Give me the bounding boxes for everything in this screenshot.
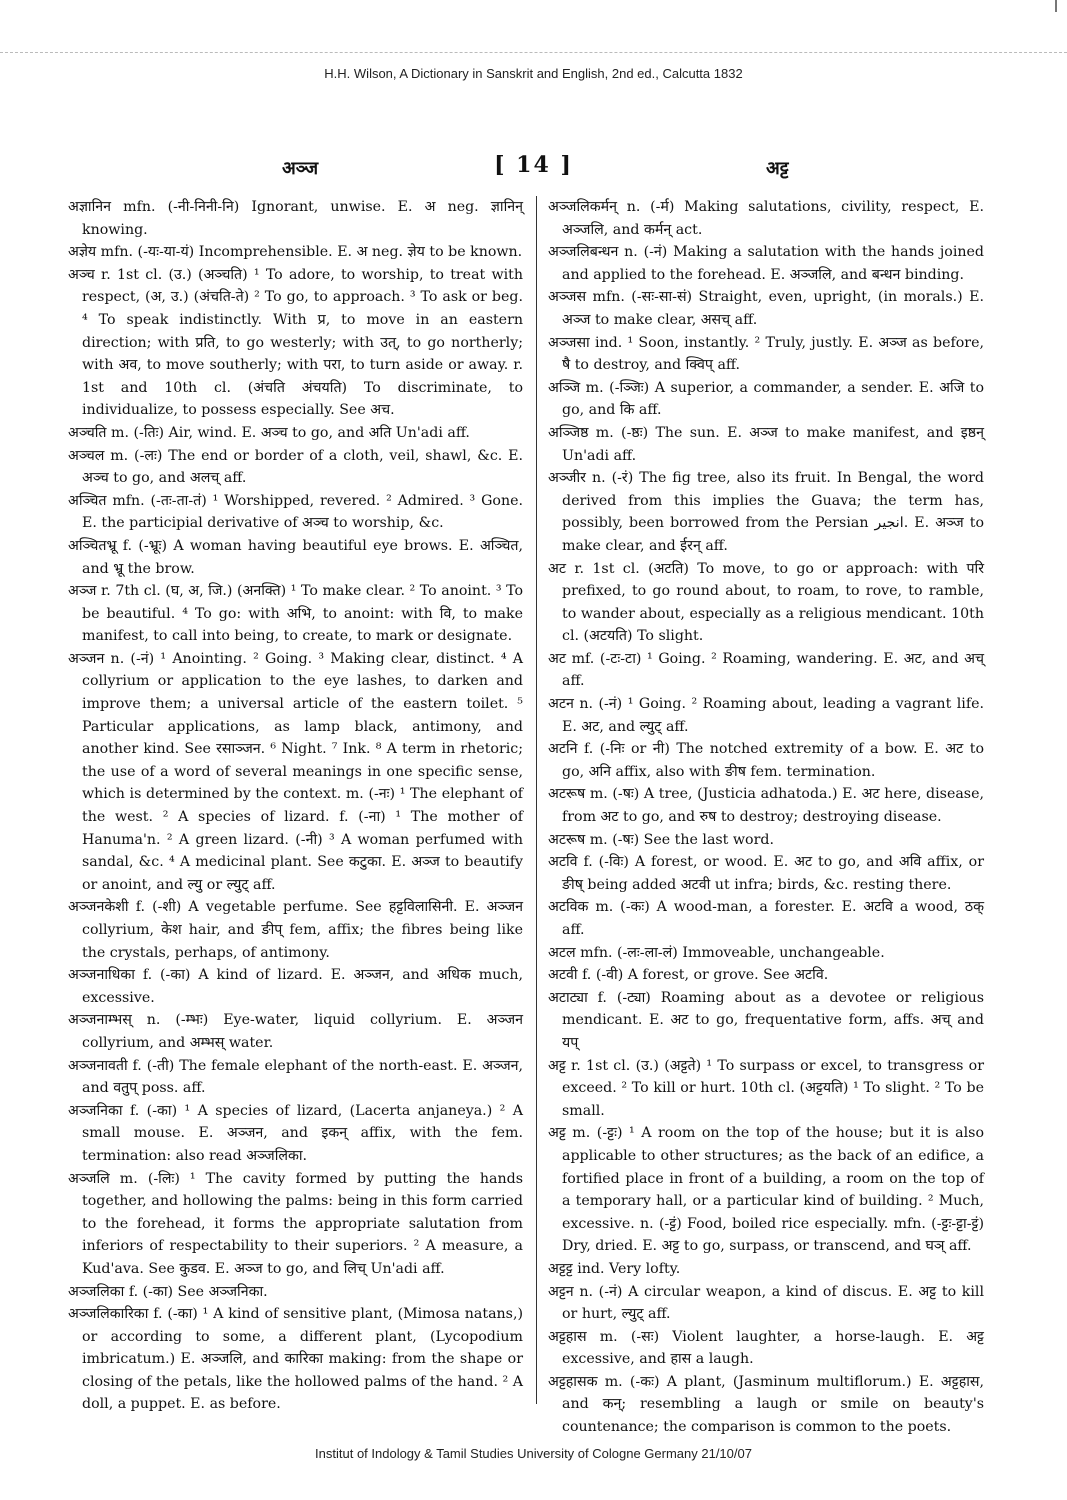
dictionary-entry: अञ्चितभ्रू f. (-भ्रूः) A woman having beautiful eye brows. E. अञ्चित, and भ्रू the brow. [68, 537, 523, 577]
dictionary-entry: अटाट्या f. (-ट्या) Roaming about as a devotee or religious mendicant. E. अट to go, frequentative form, affs. अच् and यप् [548, 989, 984, 1051]
dictionary-entry: अञ्जलिका f. (-का) See अञ्जनिका. [68, 1283, 268, 1300]
dictionary-entry: अञ्जनकेशी f. (-शी) A vegetable perfume. See हट्टविलासिनी. E. अञ्जन collyrium, केश hair, and ङीप् fem, affix; the fibres being like the crystals, perhaps, of antimony. [68, 899, 523, 961]
dictionary-entry: अञ्जलिकर्मन् n. (-र्म) Making salutations, civility, respect, E. अञ्जलि, and कर्मन् act. [548, 199, 984, 238]
column-divider [536, 196, 537, 1404]
dictionary-entry: अट्टन n. (-नं) A circular weapon, a kind of discus. E. अट्ट to kill or hurt, ल्युट् aff. [548, 1283, 984, 1323]
dictionary-entry: अटनि f. (-निः or नी) The notched extremity of a bow. E. अट to go, अनि affix, also with ङीष fem. termination. [548, 741, 984, 780]
dictionary-entry: अञ्ज r. 7th cl. (घ, अ, जि.) (अनक्ति) ¹ To make clear. ² To anoint. ³ To be beautiful. ⁴ To go: with अभि, to anoint: with वि, to make manifest, to call into being, to create, to mark or designate. [68, 583, 523, 645]
dictionary-entry: अञ्जसा ind. ¹ Soon, instantly. ² Truly, justly. E. अञ्ज as before, षै to destroy, and क्विप् aff. [548, 334, 984, 374]
dictionary-entry: अट्ट m. (-ट्टः) ¹ A room on the top of the house; but it is also applicable to other structures; as the back of an edifice, a fortified place in front of a building, a room on the top of a temporary hall, or a particular kind of building. ² Much, excessive. n. (-ट्टं) Food, boiled rice especially. mfn. (-ट्टः-ट्टा-ट्टं) Dry, dried. E. अट्ट to go, surpass, or transcend, and घञ् aff. [548, 1125, 984, 1255]
dictionary-entry: अज्ञानिन mfn. (-नी-निनी-नि) Ignorant, unwise. E. अ neg. ज्ञानिन् knowing. [68, 199, 523, 238]
head-left-word: अञ्ज [282, 158, 319, 179]
dictionary-entry: अञ्जनाम्भस् n. (-म्भः) Eye-water, liquid collyrium. E. अञ्जन collyrium, and अम्भस् water. [68, 1012, 523, 1051]
dictionary-entry: अज्ञेय mfn. (-यः-या-यं) Incomprehensible. E. अ neg. ज्ञेय to be known. [68, 244, 523, 261]
page-number: [ 14 ] [494, 152, 573, 178]
dictionary-entry: अटवी f. (-वी) A forest, or grove. See अटवि. [548, 967, 829, 984]
footer-credit: Institut of Indology & Tamil Studies University of Cologne Germany 21/10/07 [315, 1446, 752, 1461]
dictionary-entry: अञ्जनावती f. (-ती) The female elephant of the north-east. E. अञ्जन, and वतुप् poss. aff. [68, 1057, 523, 1097]
header-rule [0, 52, 1067, 53]
dictionary-entry: अञ्जस mfn. (-सः-सा-सं) Straight, even, upright, (in morals.) E. अञ्ज to make clear, असच् aff. [548, 289, 984, 328]
right-column [548, 196, 984, 1436]
dictionary-entry: अञ्चित mfn. (-तः-ता-तं) ¹ Worshipped, revered. ² Admired. ³ Gone. E. the participial derivative of अञ्च to worship, &c. [68, 492, 523, 532]
dictionary-entry: अञ्जन n. (-नं) ¹ Anointing. ² Going. ³ Making clear, distinct. ⁴ A collyrium or application to the eye lashes, to darken and improve them; a universal article of the eastern toilet. ⁵ Particular applications, as lamp black, antimony, and another kind. See रसाञ्जन. ⁶ Night. ⁷ Ink. ⁸ A term in rhetoric; the use of a word of several meanings in one specific sense, which is determined by the context. m. (-नः) ¹ The elephant of the west. ² A species of lizard. f. (-ना) ¹ The mother of Hanuma'n. ² A green lizard. (-नी) ³ A woman perfumed with sandal, &c. ⁴ A medicinal plant. See कटुका. E. अञ्ज to beautify or anoint, and ल्यु or ल्युट् aff. [68, 650, 523, 893]
scan-edge-mark [1055, 0, 1057, 12]
dictionary-entry: अट्टहास m. (-सः) Violent laughter, a horse-laugh. E. अट्ट excessive, and हास a laugh. [548, 1328, 984, 1368]
dictionary-entry: अञ्जि m. (-ञ्जिः) A superior, a commander, a sender. E. अजि to go, and कि aff. [548, 379, 984, 419]
dictionary-entry: अटवि f. (-विः) A forest, or wood. E. अट to go, and अवि affix, or ङीष् being added अटवी ut infra; birds, &c. resting there. [548, 854, 984, 893]
dictionary-entry: अञ्जीर n. (-रं) The fig tree, also its fruit. In Bengal, the word derived from this implies the Guava; the term has, possibly, been borrowed from the Persian انجیر. E. अञ्ज to make clear, and ईरन् aff. [548, 470, 984, 554]
dictionary-entry: अट्टट्ट ind. Very lofty. [548, 1260, 681, 1277]
dictionary-entry: अञ्जनिका f. (-का) ¹ A species of lizard, (Lacerta anjaneya.) ² A small mouse. E. अञ्जन, and इकन् affix, with the fem. termination: also read अञ्जलिका. [68, 1102, 523, 1164]
dictionary-entry: अञ्चल m. (-लः) The end or border of a cloth, veil, shawl, &c. E. अञ्च to go, and अलच् aff. [68, 447, 523, 487]
dictionary-entry: अञ्जिष्ठ m. (-ष्ठः) The sun. E. अञ्ज to make manifest, and इष्ठन् Un'adi aff. [548, 424, 984, 464]
header-citation: H.H. Wilson, A Dictionary in Sanskrit and English, 2nd ed., Calcutta 1832 [324, 66, 743, 81]
dictionary-entry: अटरूष m. (-षः) See the last word. [548, 831, 774, 848]
dictionary-entry: अट्टहासक m. (-कः) A plant, (Jasminum multiflorum.) E. अट्टहास, and कन्; resembling a laugh or smile on beauty's countenance; the comparison is common to the poets. [548, 1373, 984, 1436]
dictionary-entry: अञ्जलिकारिका f. (-का) ¹ A kind of sensitive plant, (Mimosa natans,) or according to some, a different plant, (Lycopodium imbricatum.) E. अञ्जलि, and कारिका making: from the shape or closing of the petals, like the hollowed palms of the hand. ² A doll, a puppet. E. as before. [68, 1306, 523, 1413]
dictionary-entry: अञ्चति m. (-तिः) Air, wind. E. अञ्च to go, and अति Un'adi aff. [68, 424, 470, 441]
dictionary-entry: अट mf. (-टः-टा) ¹ Going. ² Roaming, wandering. E. अट, and अच् aff. [548, 650, 984, 690]
dictionary-entry: अटरूष m. (-षः) A tree, (Justicia adhatoda.) E. अट here, disease, from अट to go, and रुष to destroy; destroying disease. [548, 786, 984, 826]
dictionary-entry: अट r. 1st cl. (अटति) To move, to go or approach: with परि prefixed, to go round about, to roam, to rove, to ramble, to wander about, especially as a religious mendicant. 10th cl. (अटयति) To slight. [548, 560, 984, 645]
dictionary-entry: अटन n. (-नं) ¹ Going. ² Roaming about, leading a vagrant life. E. अट, and ल्युट् aff. [548, 696, 984, 735]
page-head [0, 150, 1067, 190]
dictionary-entry: अटल mfn. (-लः-ला-लं) Immoveable, unchangeable. [548, 944, 885, 961]
dictionary-entry: अञ्जलिबन्धन n. (-नं) Making a salutation with the hands joined and applied to the forehead. E. अञ्जलि, and बन्धन binding. [548, 244, 984, 283]
head-right-word: अट्ट [766, 158, 789, 179]
dictionary-entry: अट्ट r. 1st cl. (उ.) (अट्टते) ¹ To surpass or excel, to transgress or exceed. ² To kill or hurt. 10th cl. (अट्टयति) ¹ To slight. ² To be small. [548, 1057, 984, 1119]
dictionary-entry: अञ्च r. 1st cl. (उ.) (अञ्चति) ¹ To adore, to worship, to treat with respect, (अ, उ.) (अंचति-ते) ² To go, to approach. ³ To ask or beg. ⁴ To speak indistinctly. With प्र, to move in an eastern direction; with प्रति, to go westerly; with उत्, to go northerly; with अव, to move southerly; with परा, to turn aside or away. r. 1st and 10th cl. (अंचति अंचयति) To discriminate, to individualize, to possess especially. See अच. [68, 266, 523, 419]
dictionary-entry: अटविक m. (-कः) A wood-man, a forester. E. अटवि a wood, ठक् aff. [548, 899, 984, 938]
dictionary-entry: अञ्जलि m. (-लिः) ¹ The cavity formed by putting the hands together, and hollowing the palms: being in this form carried to the forehead, it forms the appropriate salutation from inferiors of respectability to their superiors. ² A measure, a Kud'ava. See कुडव. E. अञ्ज to go, and लिच् Un'adi aff. [68, 1170, 523, 1277]
left-column [68, 196, 523, 1413]
dictionary-entry: अञ्जनाधिका f. (-का) A kind of lizard. E. अञ्जन, and अधिक much, excessive. [68, 967, 523, 1006]
